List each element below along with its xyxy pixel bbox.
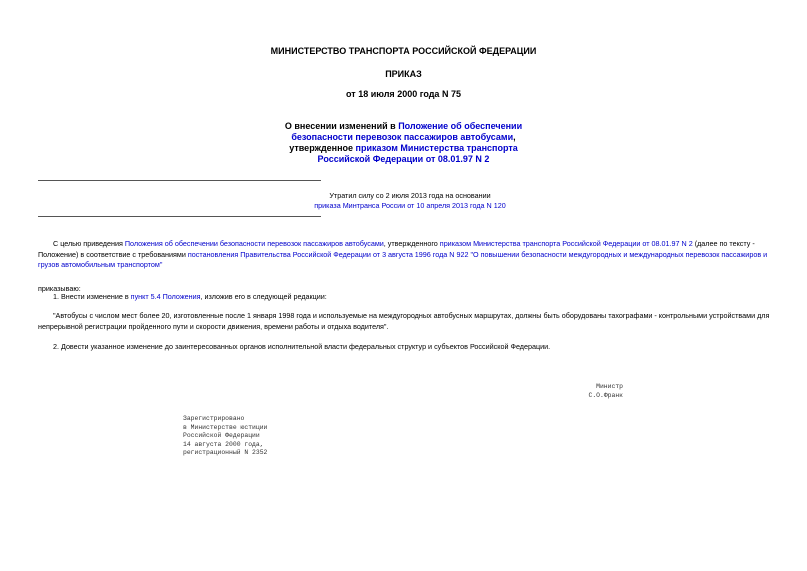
item-1-link[interactable]: пункт 5.4 Положения: [130, 292, 201, 301]
preamble-paragraph: [38, 239, 770, 271]
registration-line: Зарегистрировано: [183, 415, 245, 422]
status-note: Утратил силу со 2 июля 2013 года на основании: [329, 191, 491, 200]
title-link-order-cont[interactable]: Российской Федерации от 08.01.97 N 2: [317, 154, 490, 164]
preamble-link-order[interactable]: приказом Министерства транспорта Российской Федерации от 08.01.97 N 2: [439, 239, 693, 248]
order-word: приказываю:: [38, 284, 81, 293]
title-text: О внесении изменений в: [284, 121, 399, 131]
status-link[interactable]: приказа Минтранса России от 10 апреля 2013 года N 120: [314, 201, 506, 210]
title-link-order[interactable]: приказом Министерства транспорта: [355, 143, 518, 153]
registration-line: в Министерстве юстиции: [183, 423, 268, 431]
title-link-regulation[interactable]: Положение об обеспечении: [398, 121, 523, 131]
preamble-text: (далее по тексту - Положение) в соответствие с требованиями: [38, 239, 755, 259]
divider-top: [38, 180, 321, 181]
ministry-heading: МИНИСТЕРСТВО ТРАНСПОРТА РОССИЙСКОЙ ФЕДЕРАЦИИ: [270, 46, 537, 56]
document-date-number: от 18 июля 2000 года N 75: [346, 89, 461, 99]
preamble-link-regulation[interactable]: Положения об обеспечении безопасности перевозок пассажиров автобусами: [124, 239, 384, 248]
document-type: ПРИКАЗ: [385, 69, 422, 79]
quoted-provision: "Автобусы с числом мест более 20, изготовленные после 1 января 1998 года и используемые на междугородных автобусных маршрутах, должны быть оборудованы тахографами - контрольными устройствами для непрерывной регистрации пройденного пути и скорости движения, времени работы и отдыха водителя".: [38, 311, 770, 331]
document-title: [0, 121, 807, 165]
preamble-text: С целью приведения: [53, 239, 125, 248]
preamble-text: , утвержденного: [383, 239, 440, 248]
preamble-link-resolution[interactable]: постановления Правительства Российской Федерации от 3 августа 1996 года N 922 "О повышении безопасности междугородных и международных перевозок пассажиров и грузов автомобильным транспортом": [38, 249, 768, 269]
item-2: 2. Довести указанное изменение до заинтересованных органов исполнительной власти федеральных структур и субъектов Российской Федерации.: [53, 342, 551, 351]
registration-line: регистрационный N 2352: [183, 449, 268, 457]
item-1-text: 1. Внести изменение в: [53, 292, 131, 301]
signature-name: С.О.Франк: [588, 392, 623, 399]
title-link-regulation-cont[interactable]: безопасности перевозок пассажиров автобусами: [291, 132, 514, 142]
item-1: [53, 292, 327, 302]
registration-line: Российской Федерации: [183, 432, 260, 440]
registration-line: 14 августа 2000 года,: [183, 440, 264, 448]
item-1-text: , изложив его в следующей редакции:: [200, 292, 327, 301]
title-text: ,: [513, 132, 516, 142]
registration-block: [183, 415, 267, 458]
title-text: утвержденное: [289, 143, 356, 153]
divider-bottom: [38, 216, 321, 217]
signature-title: Министр: [596, 383, 623, 390]
